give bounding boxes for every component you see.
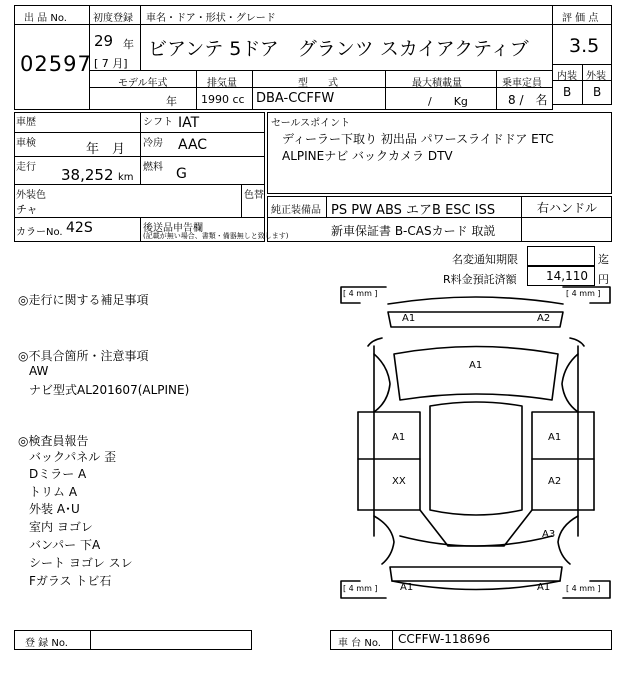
name-change-label: 名変通知期限 — [452, 253, 518, 266]
inspector-line: シート ヨゴレ スレ — [29, 556, 133, 570]
inspector-line: 外装 A･U — [29, 502, 80, 516]
registration-label: 登 録 No. — [25, 638, 68, 649]
driving-notes-label: ◎走行に関する補足事項 — [18, 293, 149, 307]
damage-mark-front-left: A1 — [400, 582, 414, 593]
color-label: 外装色 — [16, 190, 46, 201]
inspection-value: 年 月 — [86, 142, 126, 157]
cabin-roof-outline — [430, 402, 522, 515]
recycle-unit: 円 — [598, 273, 609, 286]
equipment-items: PS PW ABS エアB ESC ISS — [331, 203, 496, 218]
capacity-value: 8 / 名 — [508, 93, 548, 107]
first-reg-label: 初度登録 — [93, 13, 133, 24]
max-load-value: / Kg — [428, 95, 468, 108]
warranty-items: 新車保証書 B-CASカード 取説 — [331, 224, 496, 238]
sales-label: セールスポイント — [271, 118, 351, 129]
color-no-value: 42S — [66, 220, 93, 236]
chassis-number: CCFFW-118696 — [398, 632, 491, 646]
damage-mark-left-front-door: A1 — [392, 432, 406, 443]
displacement-value: 1990 cc — [201, 93, 245, 106]
sales-line-1: ディーラー下取り 初出品 パワースライドドア ETC — [282, 132, 554, 146]
tire-depth-bottom-left: [ 4 mm ] — [343, 584, 378, 593]
fuel-label: 燃料 — [143, 162, 163, 173]
mileage-label: 走行 — [16, 162, 36, 173]
score-label: 評 価 点 — [562, 13, 599, 24]
fuel-value: G — [176, 166, 187, 182]
model-year-label: モデル年式 — [118, 78, 168, 89]
max-load-label: 最大積載量 — [412, 78, 462, 89]
rear-left-wheel-arch — [374, 354, 390, 412]
inspector-line: バックパネル 歪 — [29, 450, 117, 464]
inspector-line: Fガラス トビ石 — [29, 574, 112, 588]
damage-mark-right-rear-door: A2 — [548, 476, 562, 487]
inspector-label: ◎検査員報告 — [18, 434, 89, 448]
mileage-unit: km — [118, 172, 134, 183]
inspector-line: トリム A — [29, 485, 78, 499]
defect-line: ナビ型式AL201607(ALPINE) — [29, 383, 190, 397]
damage-mark-front-right: A1 — [537, 582, 551, 593]
shift-label: シフト — [143, 117, 173, 128]
damage-mark-rear-left: A1 — [402, 313, 416, 324]
history-label: 車歴 — [16, 117, 36, 128]
first-reg-year: 29 — [94, 32, 114, 50]
type-value: DBA-CCFFW — [256, 91, 335, 106]
mileage-value: 38,252 — [61, 166, 114, 184]
ac-label: 冷房 — [143, 138, 163, 149]
sales-line-2: ALPINEナビ バックカメラ DTV — [282, 149, 453, 163]
right-body-outline — [570, 338, 584, 536]
interior-label: 内装 — [557, 71, 577, 82]
inspector-line: Dミラー A — [29, 467, 87, 481]
inspector-line: 室内 ヨゴレ — [29, 520, 93, 534]
front-right-wheel-arch — [558, 516, 578, 564]
right-sliding-door-outline — [532, 412, 594, 510]
steering-value: 右ハンドル — [537, 201, 598, 215]
rear-right-wheel-arch — [562, 354, 578, 412]
tire-depth-top-left: [ 4 mm ] — [343, 289, 378, 298]
score-value: 3.5 — [569, 35, 600, 57]
left-sliding-door-outline — [358, 412, 420, 510]
name-change-suffix: 迄 — [598, 253, 609, 266]
type-label: 型 式 — [298, 78, 338, 89]
exterior-grade: B — [593, 85, 602, 99]
lot-no-label: 出 品 No. — [24, 13, 67, 24]
post-equipment-label: 後送品申告欄 — [143, 223, 203, 234]
tire-depth-top-right: [ 4 mm ] — [566, 289, 601, 298]
color-no-label: カラーNo. — [16, 227, 63, 238]
capacity-label: 乗車定員 — [502, 78, 542, 89]
damage-mark-rear-right: A2 — [537, 313, 551, 324]
damage-mark-right-front-fender: A3 — [542, 529, 556, 540]
ac-value: AAC — [178, 137, 208, 153]
car-name: ビアンテ 5ドア グランツ スカイアクティブ — [148, 38, 529, 60]
name-change-box — [527, 246, 595, 266]
interior-grade: B — [563, 85, 572, 99]
displacement-label: 排気量 — [207, 78, 237, 89]
damage-mark-left-rear-door: XX — [392, 476, 406, 487]
front-end-outline — [392, 581, 560, 590]
car-damage-diagram — [338, 284, 614, 604]
tire-depth-bottom-right: [ 4 mm ] — [566, 584, 601, 593]
car-name-label: 車名・ドア・形状・グレード — [146, 13, 276, 24]
defects-label: ◎不具合箇所・注意事項 — [18, 349, 149, 363]
equipment-label: 純正装備品 — [271, 205, 321, 216]
front-bumper-outline — [390, 567, 562, 581]
roof-rear-outline — [394, 347, 558, 401]
rear-end-outline — [388, 297, 563, 304]
shift-value: IAT — [178, 115, 200, 131]
first-reg-year-unit: 年 — [123, 38, 134, 51]
damage-mark-roof: A1 — [469, 360, 483, 371]
recycle-amount: 14,110 — [546, 269, 588, 283]
defect-line: AW — [29, 364, 49, 378]
model-year-unit: 年 — [166, 95, 177, 108]
inspection-label: 車検 — [16, 138, 36, 149]
chassis-label: 車 台 No. — [338, 638, 381, 649]
post-equipment-note: (記載が無い場合、書類・備器無しと致します) — [143, 232, 289, 240]
left-body-outline — [368, 338, 382, 536]
recycle-label: R料金預託済額 — [443, 273, 517, 286]
repaint-label: 色替 — [244, 190, 264, 201]
lot-no: 02597 — [20, 52, 92, 76]
exterior-label: 外装 — [586, 71, 606, 82]
color-value: チャ — [16, 203, 38, 216]
first-reg-month: [ 7 月] — [94, 57, 128, 70]
front-left-wheel-arch — [374, 516, 394, 564]
hood-outline — [400, 536, 552, 546]
inspector-line: バンパー 下A — [29, 538, 101, 552]
damage-mark-right-front-door: A1 — [548, 432, 562, 443]
